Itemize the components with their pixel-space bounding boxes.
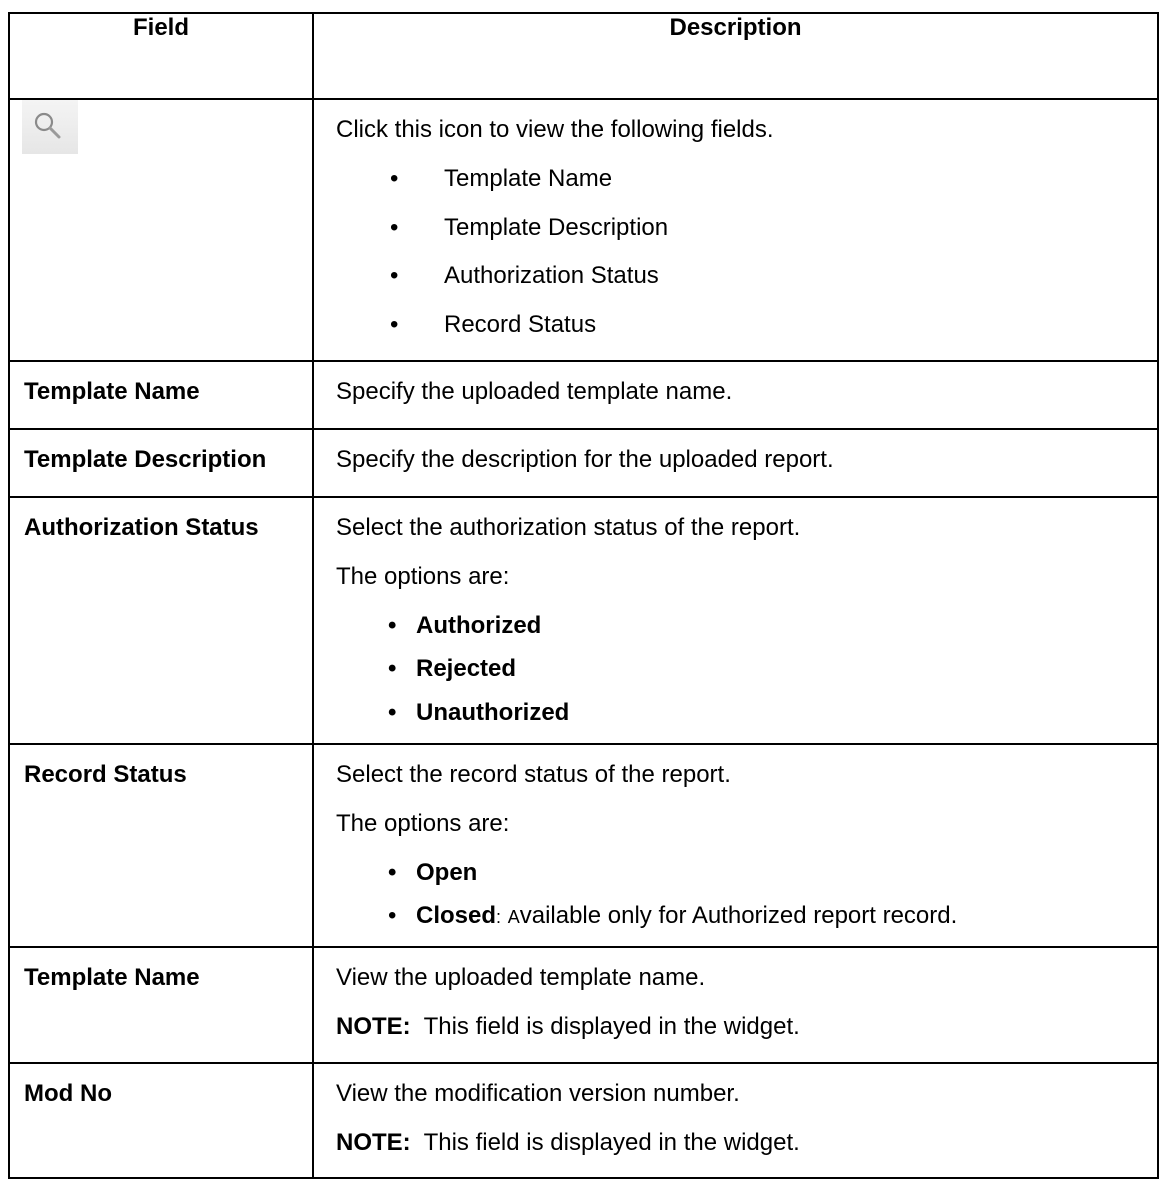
field-description-table [8,12,1159,1179]
row-description: Click this icon to view the following fields. [336,116,774,143]
description-cell [313,429,1158,497]
options-list [336,859,1157,932]
table-header-row [9,13,1158,99]
row-description: Select the authorization status of the report. [336,513,801,541]
note-label: NOTE: [336,1128,411,1156]
field-list [336,165,1157,340]
option-item: • Authorized [336,612,1157,641]
table-row [9,429,1158,497]
option-item: • Unauthorized [336,699,1157,728]
table-row [9,947,1158,1063]
field-name: Record Status [24,760,187,788]
options-intro: The options are: [336,562,510,590]
note-text: This field is displayed in the widget. [423,1012,800,1040]
field-cell [9,744,313,947]
option-note-initial: A [507,907,520,928]
description-cell [313,744,1158,947]
options-list [336,612,1157,728]
description-cell [313,361,1158,429]
field-cell [9,947,313,1063]
option-item: • Rejected [336,655,1157,684]
field-name: Template Description [24,445,267,473]
field-cell [9,497,313,744]
header-field: Field [9,13,313,99]
table-row [9,99,1158,361]
option-separator: : [496,907,502,928]
field-cell [9,1063,313,1179]
option-note: vailable only for Authorized report record. [519,902,958,930]
option-name: Closed [416,902,497,930]
list-item: • Template Name [336,165,1157,194]
field-cell [9,99,313,361]
options-intro: The options are: [336,809,510,837]
list-item: • Record Status [336,311,1157,340]
field-cell [9,361,313,429]
description-cell [313,497,1158,744]
note [336,1129,1157,1158]
field-name: Mod No [24,1079,112,1107]
header-description: Description [313,13,1158,99]
field-name: Template Name [24,377,200,405]
description-cell [313,947,1158,1063]
row-description: View the modification version number. [336,1079,740,1107]
note [336,1013,1157,1042]
note-text: This field is displayed in the widget. [423,1128,800,1156]
field-name: Authorization Status [24,513,259,541]
field-name: Template Name [24,964,200,992]
row-description: Select the record status of the report. [336,760,731,788]
row-description: View the uploaded template name. [336,964,706,992]
table-row [9,497,1158,744]
table-row [9,744,1158,947]
row-description: Specify the uploaded template name. [336,377,733,405]
description-cell [313,1063,1158,1179]
search-icon[interactable] [22,100,78,154]
description-cell [313,99,1158,361]
row-description: Specify the description for the uploaded report. [336,445,834,473]
note-label: NOTE: [336,1012,411,1040]
list-item: • Authorization Status [336,262,1157,291]
field-cell [9,429,313,497]
option-item: • Open [336,859,1157,888]
option-item [336,902,1157,931]
list-item: • Template Description [336,214,1157,243]
table-row [9,1063,1158,1179]
table-row [9,361,1158,429]
